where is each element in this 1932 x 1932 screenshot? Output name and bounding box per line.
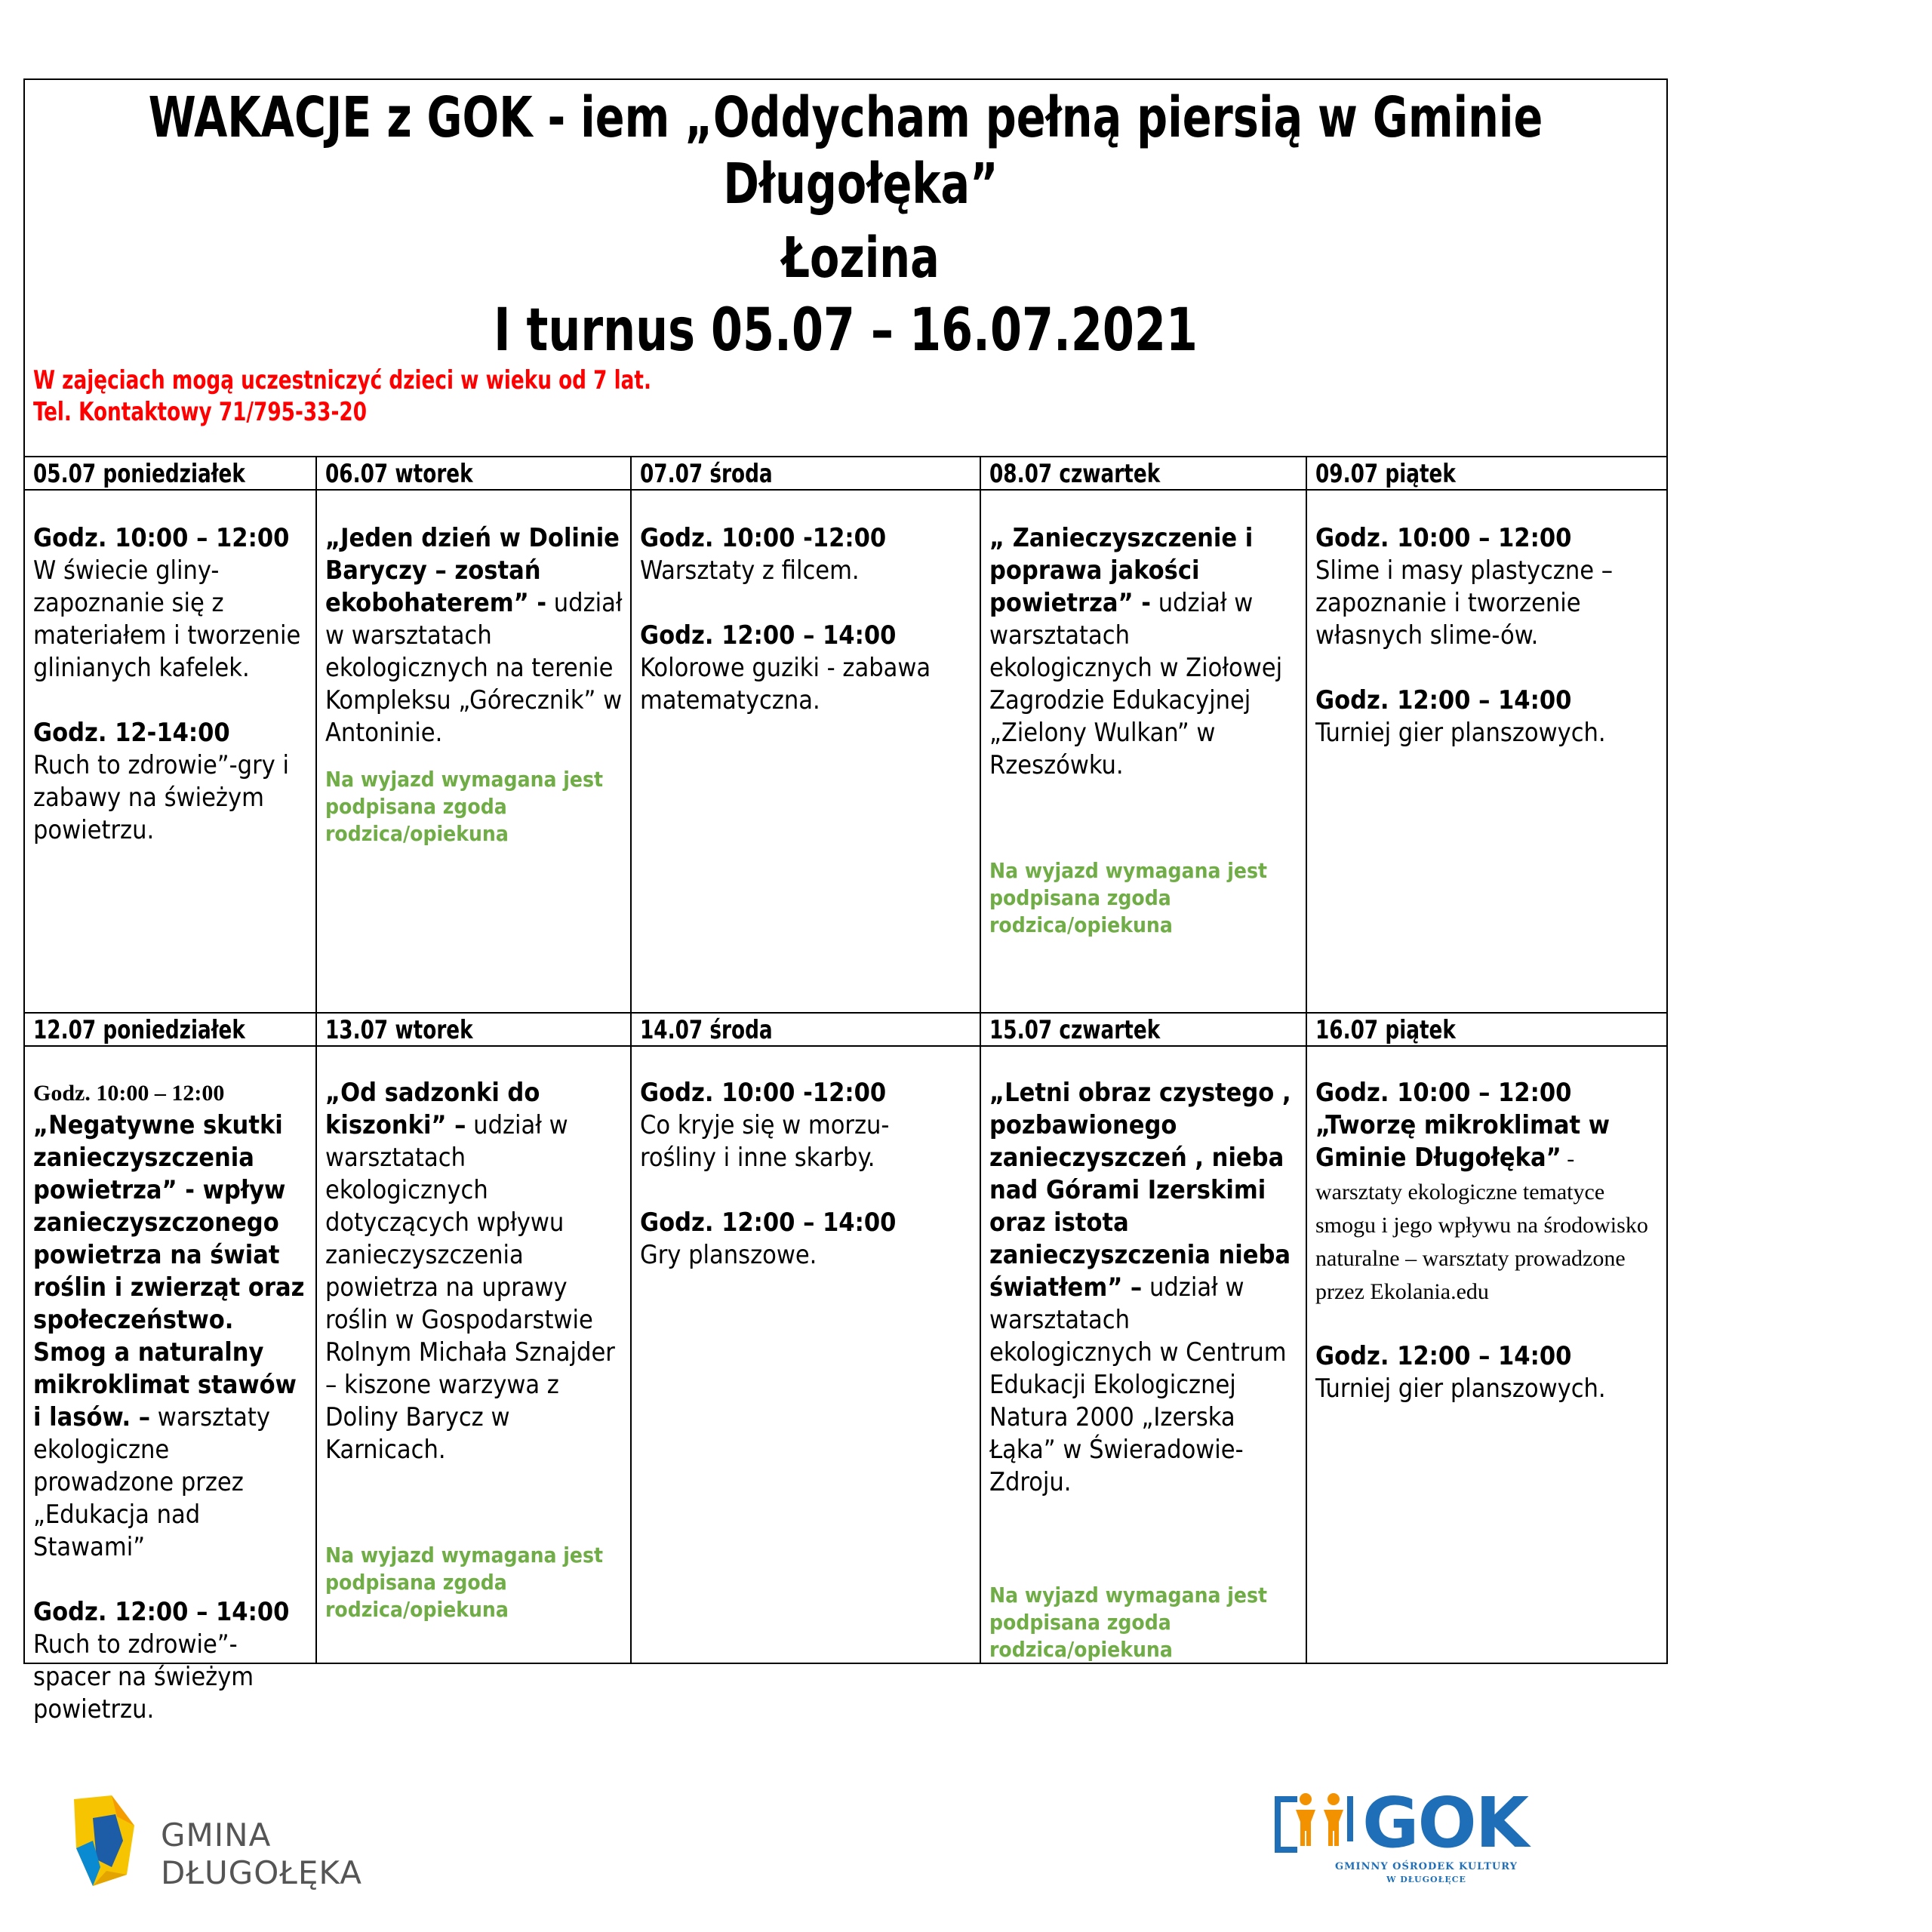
consent-note: Na wyjazd wymagana jest podpisana zgoda rodzica/opiekuna	[325, 1543, 604, 1622]
gok-logo-subtitle-2: W DŁUGOŁĘCE	[1386, 1875, 1466, 1884]
time-slot: Godz. 10:00 -12:00	[640, 1078, 887, 1108]
day-label: 09.07 piątek	[1315, 459, 1456, 489]
activity-text: Slime i masy plastyczne – zapoznanie i tworzenie własnych slime-ów.	[1315, 555, 1614, 651]
phone-notice: Tel. Kontaktowy 71/795-33-20	[33, 397, 367, 427]
cell-0707	[640, 522, 972, 717]
cell-1407	[640, 1077, 972, 1272]
cell-1507	[989, 1077, 1299, 1663]
title-location: Łozina	[782, 226, 940, 291]
activity-text: warsztaty ekologiczne prowadzone przez „Edukacja nad Stawami”	[33, 1402, 270, 1562]
cell-0907	[1315, 522, 1659, 749]
activity-text: Turniej gier planszowych.	[1315, 718, 1606, 748]
activity-title: „Tworzę mikroklimat w Gminie Długołęka”	[1315, 1110, 1611, 1173]
cell-0807	[989, 522, 1299, 939]
week1-day-row	[25, 457, 1666, 491]
column-divider	[1306, 457, 1307, 1663]
activity-text: Ruch to zdrowie”-gry i zabawy na świeżym powietrzu.	[33, 750, 289, 845]
activity-text: Turniej gier planszowych.	[1315, 1374, 1606, 1404]
time-slot: Godz. 10:00 – 12:00	[1315, 1078, 1572, 1108]
gok-logo-text: GOK	[1362, 1783, 1528, 1863]
cell-1207	[33, 1077, 311, 1726]
consent-note: Na wyjazd wymagana jest podpisana zgoda rodzica/opiekuna	[325, 767, 604, 846]
activity-text: udział w warsztatach ekologicznych na terenie Kompleksu „Górecznik” w Antoninie.	[325, 588, 623, 748]
day-label: 05.07 poniedziałek	[33, 459, 245, 489]
activity-title: „Od sadzonki do kiszonki” –	[325, 1078, 540, 1140]
day-label: 14.07 środa	[640, 1015, 773, 1045]
column-divider	[315, 457, 317, 1663]
time-slot: Godz. 10:00 – 12:00	[33, 523, 290, 553]
gok-figures-icon	[1272, 1789, 1370, 1864]
activity-title: „Negatywne skutki zanieczyszczenia powietrza” - wpływ zanieczyszczonego powietrza na świat roślin i zwierząt oraz społeczeństwo. Smog a naturalny mikroklimat stawów i lasów. –	[33, 1110, 305, 1432]
day-label: 13.07 wtorek	[325, 1015, 473, 1045]
day-label: 06.07 wtorek	[325, 459, 473, 489]
time-slot: Godz. 12-14:00	[33, 718, 230, 748]
schedule-table	[23, 78, 1668, 1724]
time-slot: Godz. 12:00 – 14:00	[33, 1597, 290, 1627]
gmina-logo-text-2: DŁUGOŁĘKA	[161, 1854, 362, 1891]
title-dates: I turnus 05.07 – 16.07.2021	[494, 297, 1198, 365]
time-slot: Godz. 12:00 – 14:00	[1315, 1341, 1572, 1371]
day-label: 15.07 czwartek	[989, 1015, 1161, 1045]
column-divider	[980, 457, 981, 1663]
activity-text: Kolorowe guziki - zabawa matematyczna.	[640, 653, 931, 715]
cell-1307	[325, 1077, 627, 1623]
activity-title: „ Zanieczyszczenie i poprawa jakości powietrza” -	[989, 523, 1254, 618]
activity-text: udział w warsztatach ekologicznych w Ziołowej Zagrodzie Edukacyjnej „Zielony Wulkan” w Rzeszówku.	[989, 588, 1283, 780]
gok-logo-subtitle-1: GMINNY OŚRODEK KULTURY	[1335, 1861, 1518, 1872]
time-slot: Godz. 10:00 – 12:00	[1315, 523, 1572, 553]
cell-1607	[1315, 1077, 1663, 1405]
title-line-1: WAKACJE z GOK - iem „Oddycham pełną piersią w Gminie	[148, 85, 1543, 150]
day-label: 07.07 środa	[640, 459, 773, 489]
day-label: 08.07 czwartek	[989, 459, 1161, 489]
schedule-header	[25, 80, 1666, 457]
consent-note: Na wyjazd wymagana jest podpisana zgoda rodzica/opiekuna	[989, 1583, 1268, 1662]
title-line-2: Długołęka”	[723, 152, 998, 217]
time-slot: Godz. 10:00 -12:00	[640, 523, 887, 553]
time-slot: Godz. 10:00 – 12:00	[33, 1081, 225, 1106]
activity-text: Gry planszowe.	[640, 1240, 817, 1270]
activity-text: W świecie gliny- zapoznanie się z materiałem i tworzenie glinianych kafelek.	[33, 555, 301, 683]
activity-text: Ruch to zdrowie”-spacer na świeżym powietrzu.	[33, 1629, 254, 1724]
activity-text: udział w warsztatach ekologicznych w Centrum Edukacji Ekologicznej Natura 2000 „Izerska Łąka” w Świeradowie- Zdroju.	[989, 1272, 1287, 1497]
day-label: 12.07 poniedziałek	[33, 1015, 245, 1045]
consent-note: Na wyjazd wymagana jest podpisana zgoda rodzica/opiekuna	[989, 858, 1268, 937]
time-slot: Godz. 12:00 – 14:00	[640, 1208, 897, 1238]
activity-title: „Jeden dzień w Dolinie Baryczy – zostań ekobohaterem” -	[325, 523, 620, 618]
gmina-dlugoleka-logo	[70, 1795, 362, 1901]
cell-0507	[33, 522, 309, 847]
column-divider	[630, 457, 632, 1663]
activity-title: „Letni obraz czystego , pozbawionego zanieczyszczeń , nieba nad Górami Izerskimi oraz istota zanieczyszczenia nieba światłem” –	[989, 1078, 1291, 1303]
gmina-logo-text-1: GMINA	[161, 1817, 272, 1854]
activity-text: udział w warsztatach ekologicznych dotyczących wpływu zanieczyszczenia powietrza na uprawy roślin w Gospodarstwie Rolnym Michała Sznajder – kiszone warzywa z Doliny Barycz w Karnicach.	[325, 1110, 615, 1465]
time-slot: Godz. 12:00 – 14:00	[1315, 685, 1572, 715]
time-slot: Godz. 12:00 – 14:00	[640, 620, 897, 651]
activity-text: - warsztaty ekologiczne tematyce smogu i jego wpływu na środowisko naturalne – warsztaty prowadzone przez Ekolania.edu	[1315, 1146, 1648, 1304]
cell-0607	[325, 522, 623, 848]
age-notice: W zajęciach mogą uczestniczyć dzieci w wieku od 7 lat.	[33, 365, 651, 395]
gok-logo	[1272, 1783, 1528, 1894]
week2-day-row	[25, 1012, 1666, 1047]
activity-text: Co kryje się w morzu- rośliny i inne skarby.	[640, 1110, 890, 1173]
activity-text: Warsztaty z filcem.	[640, 555, 860, 586]
day-label: 16.07 piątek	[1315, 1015, 1456, 1045]
